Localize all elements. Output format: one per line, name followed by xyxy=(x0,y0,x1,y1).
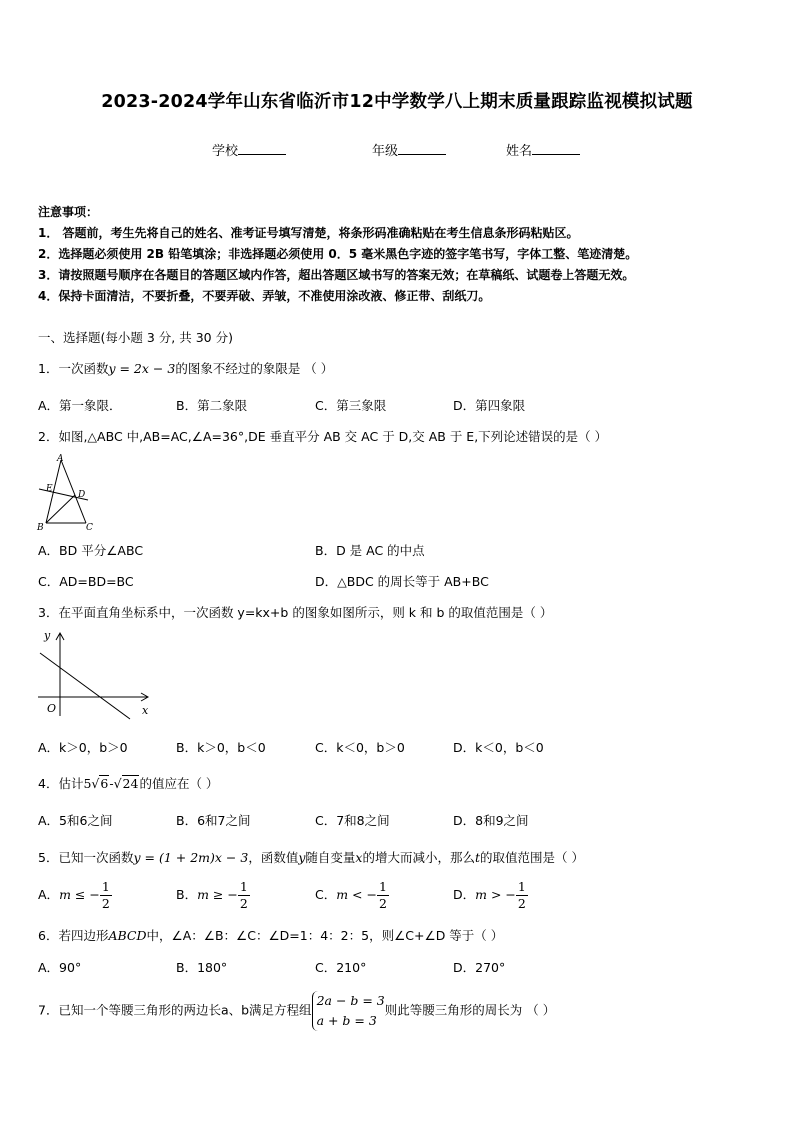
fraction-denominator: 2 xyxy=(101,896,110,911)
option-label: A． xyxy=(38,887,60,902)
q6-quadrilateral: ABCD xyxy=(108,928,147,943)
school-label: 学校 xyxy=(212,144,239,159)
q3-option-a: A．k＞0，b＞0 xyxy=(38,740,128,755)
q2-option-a: A．BD 平分∠ABC xyxy=(38,543,144,558)
note-item: 1． 答题前，考生先将自己的姓名、准考证号填写清楚，将条形码准确粘贴在考生信息条形码粘贴区。 xyxy=(38,226,579,240)
question-2: 2．如图,△ABC 中,AB=AC,∠A=36°,DE 垂直平分 AB 交 AC 于 D,交 AB 于 E,下列论述错误的是（ ） xyxy=(38,429,608,444)
q2-option-d: D．△BDC 的周长等于 AB+BC xyxy=(315,574,489,589)
school-blank xyxy=(238,142,286,155)
q3-option-b: B．k＞0，b＜0 xyxy=(176,740,266,755)
note-item: 4．保持卡面清洁，不要折叠，不要弄破、弄皱，不准使用涂改液、修正带、刮纸刀。 xyxy=(38,289,491,303)
q6-option-a: A．90° xyxy=(38,960,82,975)
q5-option-c xyxy=(315,879,389,912)
q5-mid3: 的增大而减小，那么 xyxy=(362,850,475,865)
name-field xyxy=(506,140,580,159)
fraction-numerator: 1 xyxy=(101,879,110,894)
option-inequality: m ≤ − xyxy=(59,887,100,902)
q2-option-c: C．AD=BD=BC xyxy=(38,574,134,589)
q6-option-c: C．210° xyxy=(315,960,367,975)
q7-equation-1: 2a − b = 3 xyxy=(316,993,385,1008)
q5-var-x: x xyxy=(355,850,363,865)
y-axis-label: y xyxy=(44,629,51,642)
q2-option-b: B．D 是 AC 的中点 xyxy=(315,543,425,558)
vertex-c-label: C xyxy=(86,523,93,533)
q3-option-d: D．k＜0，b＜0 xyxy=(453,740,544,755)
fraction-numerator: 1 xyxy=(517,879,526,894)
q3-option-c: C．k＜0，b＞0 xyxy=(315,740,405,755)
segment-bd xyxy=(46,495,75,523)
question-4 xyxy=(38,774,218,792)
q4-radicand-2: 24 xyxy=(122,776,139,791)
q5-expression: y = (1 + 2m)x − 3 xyxy=(133,850,249,865)
point-d-label: D xyxy=(78,490,86,500)
q5-mid2: 随自变量 xyxy=(305,850,356,865)
q4-minus: - xyxy=(109,776,114,791)
q4-option-a: A．5和6之间 xyxy=(38,813,113,828)
name-label: 姓名 xyxy=(506,144,533,159)
q5-prefix: 5．已知一次函数 xyxy=(38,850,134,865)
q7-suffix: 则此等腰三角形的周长为 （ ） xyxy=(384,1002,556,1018)
q6-option-d: D．270° xyxy=(453,960,506,975)
q5-option-d xyxy=(453,879,528,912)
point-e-label: E xyxy=(46,484,53,494)
note-item: 3．请按照题号顺序在各题目的答题区域内作答，超出答题区域书写的答案无效；在草稿纸、试题卷上答题无效。 xyxy=(38,268,635,282)
question-7 xyxy=(38,991,555,1031)
q7-equation-2: a + b = 3 xyxy=(316,1013,377,1028)
section-heading: 一、选择题(每小题 3 分, 共 30 分) xyxy=(38,330,233,345)
q4-option-c: C．7和8之间 xyxy=(315,813,390,828)
origin-label: O xyxy=(47,702,57,715)
vertex-b-label: B xyxy=(37,523,44,533)
question-1 xyxy=(38,359,333,377)
fraction-numerator: 1 xyxy=(378,879,387,894)
question-6 xyxy=(38,926,503,944)
q5-suffix: 的取值范围是（ ） xyxy=(480,850,584,865)
question-3: 3．在平面直角坐标系中，一次函数 y=kx+b 的图象如图所示，则 k 和 b 的取值范围是（ ） xyxy=(38,605,553,620)
note-item: 2．选择题必须使用 2B 铅笔填涂；非选择题必须使用 0．5 毫米黑色字迹的签字笔书写，字体工整、笔迹清楚。 xyxy=(38,247,638,261)
option-label: C． xyxy=(315,887,337,902)
option-label: D． xyxy=(453,887,476,902)
q3-coordinate-figure xyxy=(34,628,154,720)
sqrt-icon: √ xyxy=(91,776,100,791)
fraction-numerator: 1 xyxy=(239,879,248,894)
q6-option-b: B．180° xyxy=(176,960,228,975)
fraction-denominator: 2 xyxy=(378,896,387,911)
x-axis-label: x xyxy=(142,704,149,717)
q7-prefix: 7．已知一个等腰三角形的两边长a、b满足方程组 xyxy=(38,1002,312,1018)
vertex-a-label: A xyxy=(57,454,64,464)
q6-text: 中，∠A：∠B：∠C：∠D=1：4：2：5，则∠C+∠D 等于（ ） xyxy=(146,928,504,943)
fraction-denominator: 2 xyxy=(517,896,526,911)
q4-option-b: B．6和7之间 xyxy=(176,813,251,828)
fraction-denominator: 2 xyxy=(239,896,248,911)
option-inequality: m > − xyxy=(475,887,516,902)
option-label: B． xyxy=(176,887,198,902)
q4-prefix: 4．估计 xyxy=(38,776,84,791)
grade-blank xyxy=(398,142,446,155)
q4-option-d: D．8和9之间 xyxy=(453,813,529,828)
school-field xyxy=(212,140,286,159)
q1-option-b: B．第二象限 xyxy=(176,398,248,413)
q6-prefix: 6．若四边形 xyxy=(38,928,109,943)
notes-heading: 注意事项： xyxy=(38,205,99,219)
q4-radicand-1: 6 xyxy=(100,776,109,791)
question-5 xyxy=(38,848,584,866)
option-inequality: m ≥ − xyxy=(197,887,238,902)
q4-coefficient: 5 xyxy=(83,776,92,791)
q2-triangle-figure xyxy=(36,452,100,534)
q5-var-t: t xyxy=(474,850,481,865)
q1-suffix: 的图象不经过的象限是 （ ） xyxy=(175,361,334,376)
grade-field xyxy=(372,140,446,159)
option-inequality: m < − xyxy=(336,887,377,902)
q1-option-d: D．第四象限 xyxy=(453,398,526,413)
q5-var-y: y xyxy=(298,850,306,865)
q1-prefix: 1．一次函数 xyxy=(38,361,109,376)
q7-equation-system xyxy=(312,991,385,1031)
q1-expression: y = 2x − 3 xyxy=(108,361,176,376)
grade-label: 年级 xyxy=(372,144,399,159)
q5-option-a xyxy=(38,879,112,912)
q5-mid1: ，函数值 xyxy=(248,850,299,865)
name-blank xyxy=(532,142,580,155)
q1-option-c: C．第三象限 xyxy=(315,398,387,413)
page-title: 2023-2024学年山东省临沂市12中学数学八上期末质量跟踪监视模拟试题 xyxy=(101,92,693,112)
q5-option-b xyxy=(176,879,250,912)
sqrt-icon: √ xyxy=(113,776,122,791)
q4-suffix: 的值应在（ ） xyxy=(139,776,219,791)
q1-option-a: A．第一象限． xyxy=(38,398,122,413)
